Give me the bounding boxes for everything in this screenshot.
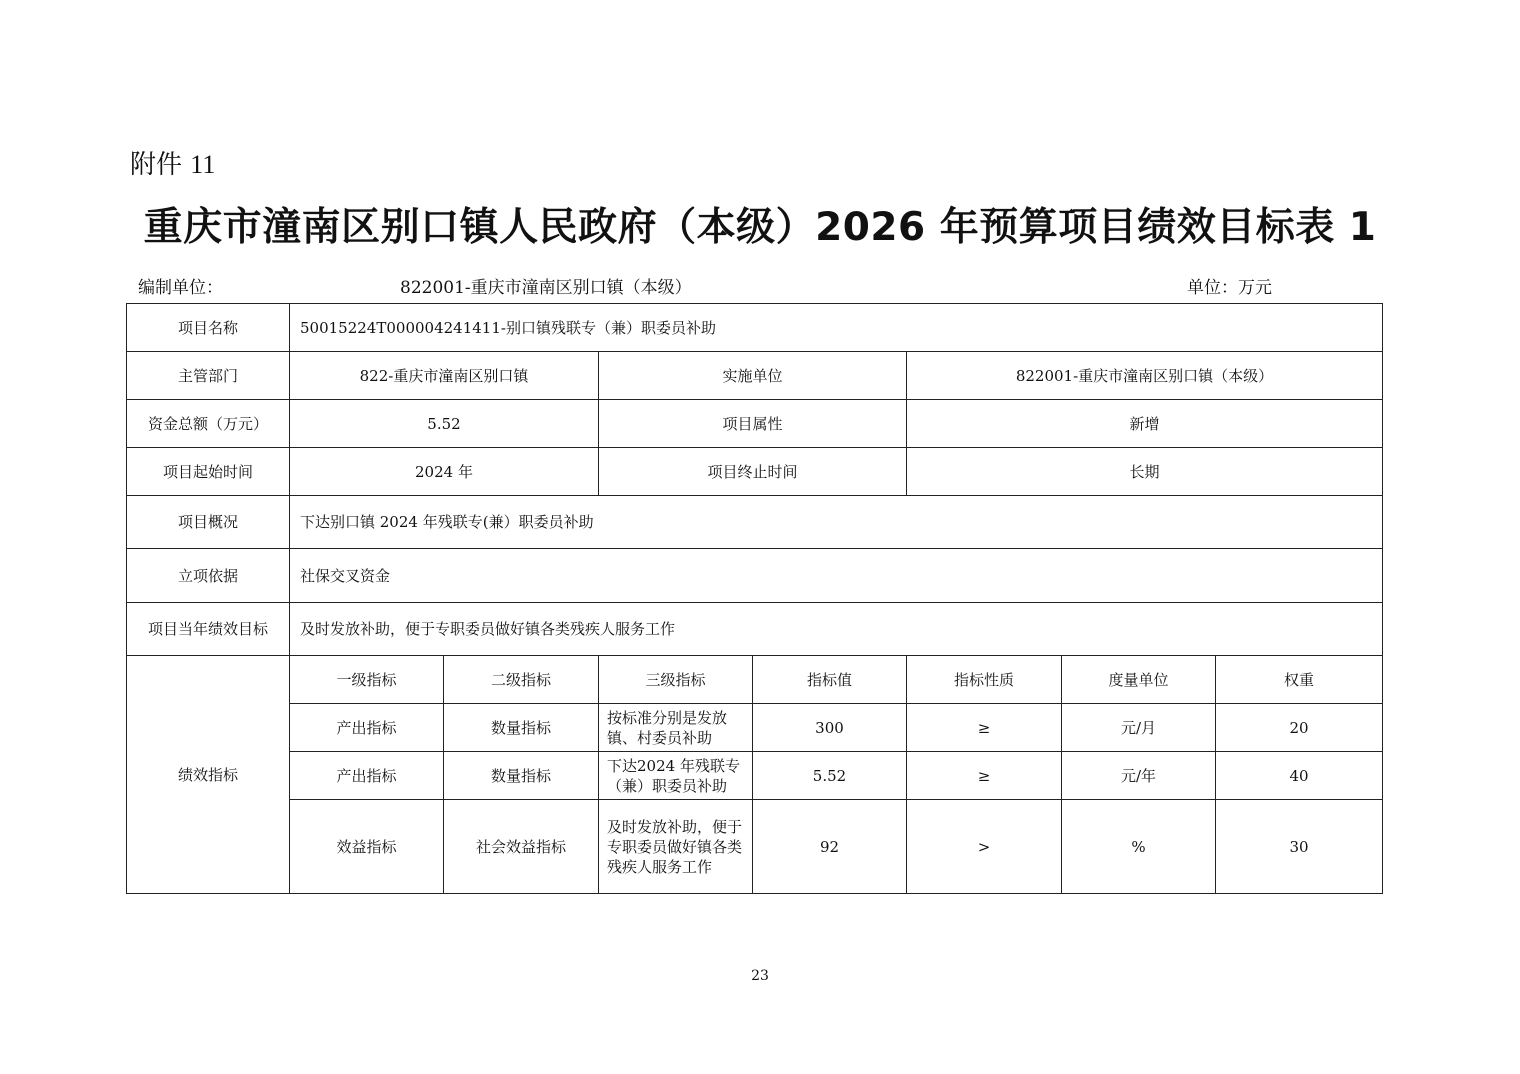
indicator-nature: ≥ bbox=[907, 704, 1062, 752]
header-nature: 指标性质 bbox=[907, 656, 1062, 704]
goal-label: 项目当年绩效目标 bbox=[127, 603, 290, 656]
indicator-l1: 产出指标 bbox=[290, 752, 444, 800]
indicator-unit: % bbox=[1062, 800, 1216, 894]
row-time bbox=[127, 448, 1383, 496]
row-goal bbox=[127, 603, 1383, 656]
indicator-l3: 按标准分别是发放镇、村委员补助 bbox=[599, 704, 753, 752]
overview-value: 下达别口镇 2024 年残联专(兼）职委员补助 bbox=[290, 496, 1383, 549]
indicator-header-row bbox=[127, 656, 1383, 704]
indicator-l2: 数量指标 bbox=[444, 752, 599, 800]
row-fund bbox=[127, 400, 1383, 448]
attachment-prefix: 附件 bbox=[130, 150, 183, 180]
row-overview bbox=[127, 496, 1383, 549]
compiler-value: 822001-重庆市潼南区别口镇（本级） bbox=[400, 278, 692, 298]
header-unit: 度量单位 bbox=[1062, 656, 1216, 704]
indicator-weight: 20 bbox=[1216, 704, 1383, 752]
attribute-value: 新增 bbox=[907, 400, 1383, 448]
row-dept bbox=[127, 352, 1383, 400]
performance-table bbox=[126, 303, 1383, 894]
project-name-value: 50015224T000004241411-别口镇残联专（兼）职委员补助 bbox=[290, 304, 1383, 352]
page-number: 23 bbox=[751, 968, 769, 984]
impl-unit-label: 实施单位 bbox=[599, 352, 907, 400]
header-weight: 权重 bbox=[1216, 656, 1383, 704]
dept-value: 822-重庆市潼南区别口镇 bbox=[290, 352, 599, 400]
indicator-value: 92 bbox=[753, 800, 907, 894]
indicator-nature: ≥ bbox=[907, 752, 1062, 800]
fund-label: 资金总额（万元） bbox=[127, 400, 290, 448]
indicator-unit: 元/年 bbox=[1062, 752, 1216, 800]
project-name-label: 项目名称 bbox=[127, 304, 290, 352]
indicators-label: 绩效指标 bbox=[127, 656, 290, 894]
header-l2: 二级指标 bbox=[444, 656, 599, 704]
start-time-label: 项目起始时间 bbox=[127, 448, 290, 496]
indicator-nature: > bbox=[907, 800, 1062, 894]
impl-unit-value: 822001-重庆市潼南区别口镇（本级） bbox=[907, 352, 1383, 400]
basis-label: 立项依据 bbox=[127, 549, 290, 603]
table-row bbox=[127, 752, 1383, 800]
table-row bbox=[127, 800, 1383, 894]
basis-value: 社保交叉资金 bbox=[290, 549, 1383, 603]
unit-label: 单位：万元 bbox=[1187, 278, 1272, 298]
attribute-label: 项目属性 bbox=[599, 400, 907, 448]
overview-label: 项目概况 bbox=[127, 496, 290, 549]
dept-label: 主管部门 bbox=[127, 352, 290, 400]
indicator-l3: 及时发放补助，便于专职委员做好镇各类残疾人服务工作 bbox=[599, 800, 753, 894]
document-title: 重庆市潼南区别口镇人民政府（本级）2026 年预算项目绩效目标表 1 bbox=[143, 205, 1377, 250]
indicator-l2: 数量指标 bbox=[444, 704, 599, 752]
attachment-number: 11 bbox=[190, 150, 216, 179]
indicator-l1: 产出指标 bbox=[290, 704, 444, 752]
row-basis bbox=[127, 549, 1383, 603]
row-project-name bbox=[127, 304, 1383, 352]
end-time-label: 项目终止时间 bbox=[599, 448, 907, 496]
indicator-weight: 40 bbox=[1216, 752, 1383, 800]
table-row bbox=[127, 704, 1383, 752]
indicator-l3: 下达2024 年残联专（兼）职委员补助 bbox=[599, 752, 753, 800]
fund-value: 5.52 bbox=[290, 400, 599, 448]
header-l1: 一级指标 bbox=[290, 656, 444, 704]
indicator-l2: 社会效益指标 bbox=[444, 800, 599, 894]
start-time-value: 2024 年 bbox=[290, 448, 599, 496]
indicator-value: 300 bbox=[753, 704, 907, 752]
indicator-unit: 元/月 bbox=[1062, 704, 1216, 752]
header-l3: 三级指标 bbox=[599, 656, 753, 704]
compiler-label: 编制单位： bbox=[138, 278, 223, 298]
indicator-weight: 30 bbox=[1216, 800, 1383, 894]
end-time-value: 长期 bbox=[907, 448, 1383, 496]
attachment-label bbox=[130, 144, 215, 181]
indicator-l1: 效益指标 bbox=[290, 800, 444, 894]
goal-value: 及时发放补助，便于专职委员做好镇各类残疾人服务工作 bbox=[290, 603, 1383, 656]
header-value: 指标值 bbox=[753, 656, 907, 704]
indicator-value: 5.52 bbox=[753, 752, 907, 800]
